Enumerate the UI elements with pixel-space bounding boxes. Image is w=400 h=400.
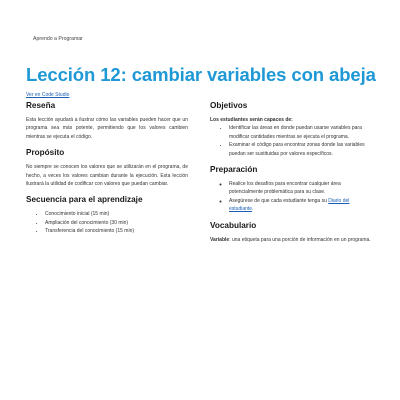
list-item: • Conocimiento inicial (15 min)	[45, 210, 188, 218]
secuencia-heading: Secuencia para el aprendizaje	[26, 195, 143, 205]
right-column	[210, 101, 374, 251]
proposito-text: No siempre se conocen los valores que se utilizarán en el programa, de hecho, a veces los valores cambian durante la ejecución. Esta lección ilustrará la utilidad de codificar con valores que puedan cambiar.	[26, 164, 188, 188]
list-item: • Examinar el código para encontrar zonas donde las variables puedan ser sustituidas por valores específicos.	[229, 141, 374, 158]
list-item: • Transferencia del conocimiento (15 min)	[45, 227, 188, 235]
vocabulario-section	[210, 221, 374, 244]
objetivos-intro: Los estudiantes serán capaces de:	[210, 117, 293, 123]
left-column	[26, 101, 188, 243]
preparacion-item2-end: .	[252, 206, 254, 213]
preparacion-item2-text: Asegúrese de que cada estudiante tenga su	[229, 197, 329, 204]
list-item: • Ampliación del conocimiento (30 min)	[45, 219, 188, 227]
resena-section	[26, 101, 188, 141]
page-header: Aprendo a Programar	[33, 36, 83, 42]
code-studio-link[interactable]: Ver en Code Studio	[26, 92, 70, 98]
secuencia-section	[26, 195, 188, 235]
diario-estudiante-link[interactable]: Diario del estudiante	[229, 197, 350, 213]
list-item	[229, 197, 374, 214]
proposito-section	[26, 148, 188, 188]
vocabulario-text	[210, 236, 374, 244]
proposito-heading: Propósito	[26, 148, 65, 158]
list-item: • Identificar las áreas en donde puedan usarse variables para modificar cantidades mientras se ejecuta el programa.	[229, 124, 374, 141]
resena-heading: Reseña	[26, 101, 56, 110]
objetivos-section	[210, 101, 374, 158]
secuencia-list	[26, 210, 188, 235]
vocab-term: Variable	[210, 236, 230, 243]
vocab-definition: : una etiqueta para una porción de información en un programa.	[229, 236, 371, 243]
preparacion-list	[210, 180, 374, 214]
list-item: ◦ Realice los desafíos para encontrar cualquier área potencialmente problemática para su clase.	[229, 180, 374, 197]
objetivos-list	[210, 124, 374, 158]
preparacion-section	[210, 165, 374, 214]
preparacion-heading: Preparación	[210, 165, 258, 175]
objetivos-heading: Objetivos	[210, 101, 248, 110]
resena-text: Esta lección ayudará a ilustrar cómo las variables pueden hacer que un programa sea más potente, permitiendo que los valores cambien mientras se ejecuta el código.	[26, 117, 188, 140]
page-title: Lección 12: cambiar variables con abeja	[26, 64, 376, 85]
vocabulario-heading: Vocabulario	[210, 220, 257, 230]
